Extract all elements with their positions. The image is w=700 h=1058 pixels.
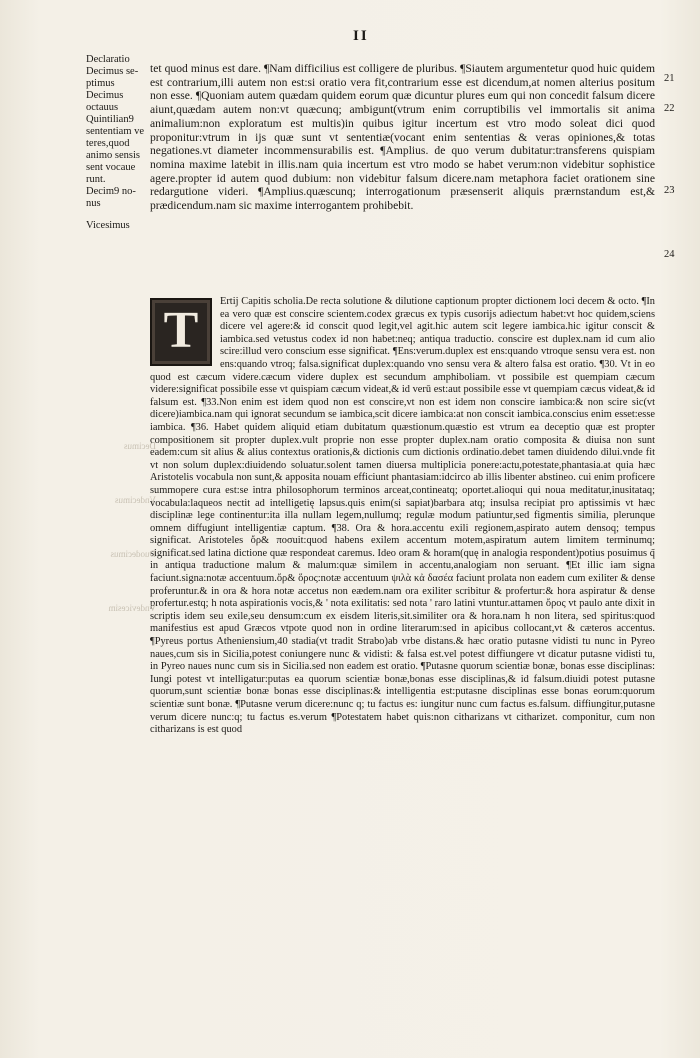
- margin-note: Declaratio: [86, 54, 130, 65]
- margin-notes: [86, 54, 148, 232]
- scholia-text: Ertij Capitis scholia.De recta solutione & dilutione captionum propter dictionem loci decem & octo. ¶In ea vero quæ est conscire scientem.codex græcus ex typis cusorijs adiectum habet:vt hoc quidem,sciens dicere vel agere:& id conscit quod legit,vel agit.hic autem scit legere iambica.hic igitur conscit & iambica.sed vetustus codex id non habet:neq; antiqua traductio. conscire est duplex.nam id cum alio scire:illud vero conscium esse significat. ¶Ens:verum.duplex est ens:quando vtroque sensu vera est. non ens:quando vtroq; falsa.significat duplex:quando vno sensu vera & altero falsa est oratio. ¶30. Vt in eo quod est cæcum videre.cæcum videre duplex est secundum amphiboliam. vt possibile est quempiam cæcum videre:significat possibile esse vt quispiam cæcum videat,& id verū est:aut possibile esse vt quempiam cæcus videat,& id falsum est. ¶33.Non enim est idem quod non est conscire,vt non est idem non conscire iambica:& non scire sic(vt dicere)iambica.nam qui ignorat secundum se iambica,scit dicere iambica:at non conscit iambica.conscius enim esset:esse iambica. ¶36. Habet quidem aliquid etiam dubitatum quæstionum.quæstio est vtrum ea deceptio quæ est propter compositionem sit propter duplex.vult proprie non esse propter duplex.nam oratio composita & diuisa non sunt eadem:cum sit alius & alius contextus orationis,& dictionis cum dictionis ordinatio.debet tamen diuidendo dilui.vnde fit vt non solum duplex:diuidendo soluatur.solent tamen diuersa multiplicia ponere:actu,potestate,phantasia.at quia hæc Aristotelis vocabula non sunt,& apposita nouam efficiunt phantasiam:idcirco ab illis libenter abstineo. cui enim proficere summopere cura est:se intra philosophorum terminos arceat,contineatq; oportet.alioqui qui noua meditatur,inusitataq; vocabula:laqueos nectit ad intelligetię lapsus.quis enim(si sapiat)barbara atq; insulsa recipiat pro aptissimis vt hæc disciplinæ lege continentur:ita illa nullam legem,nullumq; regulæ modum patiuntur,sed figmentis similia, plerunque omnem diffugiunt intelligentiæ captum. ¶38. Ora & hora.accentu exili regionem,aspirato autem densoq; tempus significat. Aristoteles ὄρ& ποσuit:quod habens exilem accentum motem,aspiratum autem limitem terminumq; significat.sed latina dictione quæ respondeat caremus. Ideo oram & horam(quę in analogia respondent)potius posuimus q̃ in antiqua traductione malum & malum:quæ similem in accentu,analogiam non seruant. ¶Et illic iam signa faciunt.signa:notæ accentuum.ὄρ& ὅρος:notæ accentuum ψιλὰ κἀ δασέα faciunt prolata non eadem cum exiliter & dense proferuntur.& in ora & hora notæ accetus non eædem.nam ora exiliter scribitur & profertur:& hora aspiratur & dense profertur.estq; h nota aspirationis vocis,& ' nota exilitatis: sed nota ' raro latini vtuntur.attamen ὄρος vt paulo ante dixit in scriptis idem seu exile,seu densum:cum ex eisdem literis,sit.similiter ora & hora.nam h non litera, sed spiritus:quod manifestius est apud Græcos vtpote quod non in ordine literarum:sed in apicibus collocant,vt & cæteros accentus. ¶Pyreus portus Atheniensium,40 stadia(vt tradit Strabo)ab vrbe distans.& hæc oratio putasne vidisti tu nunc in Pyreo naues,cum sis in Sicilia,potest coniungere nunc & vidisti: & falsa est.vel potest diffiungere vt dicatur putasne vidisti tu, in Pyreo naues nunc cum sis in Sicilia.sed non eadem est oratio. ¶Putasne quorum scientiæ bonæ, bonas esse disciplinas: Iungi potest vt intelligatur:putas ea quorum scientiæ bonæ,bonas esse disciplinas,& id falsum.diuidi potest putasne quorum,sunt scientiæ bonæ bonas esse disciplinas:& intelligentia est:putasne disciplinas esse bonas eorum:quorum scientiæ sunt bonæ. ¶Putasne verum dicere:nunc q; tu factus es: iungitur nunc cum factus es.falsum. diffiungitur,putasne verum dicere nunc:q; tu factus es.verum ¶Potestatem habet quis:non citharizans vt citharizet. componitur, cum non citharizans is est quod: [150, 296, 655, 736]
- folio-number: II: [353, 28, 369, 44]
- show-through-marks: [96, 440, 156, 656]
- margin-note: runt.: [86, 174, 106, 185]
- margin-note: Decim9 no-: [86, 186, 136, 197]
- margin-note: Vicesimus: [86, 220, 130, 231]
- scholia-block: [150, 296, 655, 737]
- margin-note: ptimus: [86, 78, 115, 89]
- line-number: 24: [664, 249, 675, 260]
- line-number: 21: [664, 73, 675, 84]
- main-text: tet quod minus est dare. ¶Nam difficilius est colligere de pluribus. ¶Siautem argumentetur quod huic quidem est contrarium,illi autem non est:si oratio vera fit,contrarium esse est dicendum,at nomen alterius positum non esse. ¶Quoniam autem quædam quidem eorum quæ dicuntur plures eum qui non concedit falsum dicere aiunt,quædam autem non:vt quæcunq; ambigunt(vtrum enim corruptibilis vel immortalis sit anima animalium:non exploratum est multis)in quibus igitur incertum est vtro modo soleat dici quod proponitur:vtrum in ijs quæ sunt vt sententiæ(vocant enim sententias & veras opiniones,& totas negationes.vt diameter incommensurabilis est. ¶Amplius. de quo verum dubitatur:transferens quispiam nomina maxime latebit in illis.nam quia incertum est vtro modo se habet verum:non videbitur sophistice agere.propter id autem quod dubium: non videbitur falsum dicere.nam metaphora faciet orationem sine redargutione videri. ¶Amplius.quæscunq; interrogationum præsenserit aliquis prærnstandum est,& prædicendum.nam sic maxime interrogantem prohibebit.: [150, 62, 655, 213]
- margin-note: sent vocaue: [86, 162, 136, 173]
- margin-note: animo sensis: [86, 150, 140, 161]
- margin-note: octauus: [86, 102, 119, 113]
- ghost-mark: Vndecimus: [115, 495, 156, 505]
- margin-note: Decimus: [86, 90, 124, 101]
- margin-note: Decimus se-: [86, 66, 139, 77]
- main-text-block: [150, 62, 655, 213]
- ghost-mark: Decimus: [124, 441, 156, 451]
- margin-note: sententiam ve: [86, 126, 145, 137]
- line-number: 23: [664, 185, 675, 196]
- ghost-mark: Vndevicesim: [108, 603, 156, 613]
- margin-note: teres,quod: [86, 138, 130, 149]
- decorated-initial: T: [150, 298, 212, 366]
- line-number: 22: [664, 103, 675, 114]
- margin-note: Quintilian9: [86, 114, 134, 125]
- margin-note: nus: [86, 198, 101, 209]
- ghost-mark: Duodecimus: [110, 549, 156, 559]
